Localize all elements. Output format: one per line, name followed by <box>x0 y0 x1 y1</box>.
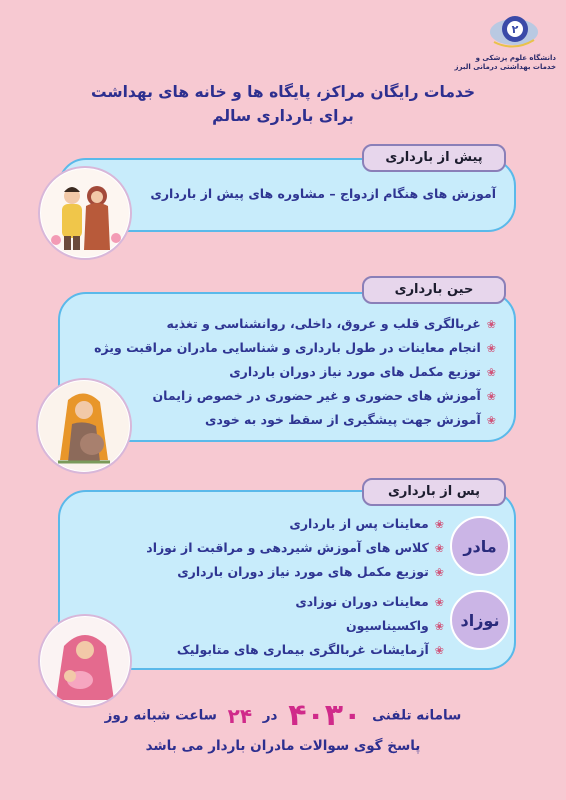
title-line-2: برای بارداری سالم <box>212 107 354 125</box>
hotline-prefix: سامانه تلفنی <box>372 707 462 724</box>
mother-item-text: توزیع مکمل های مورد نیاز دوران بارداری <box>177 564 429 579</box>
hotline-suffix: ساعت شبانه روز <box>104 707 217 724</box>
baby-item-2 <box>346 618 444 633</box>
mother-item-2 <box>146 540 444 555</box>
during-item-text: توزیع مکمل های مورد نیاز دوران بارداری <box>229 364 481 379</box>
mother-item-3 <box>177 564 444 579</box>
pregnant-woman-icon <box>38 380 130 472</box>
during-item-text: آموزش جهت پیشگیری از سقط خود به خودی <box>204 412 481 427</box>
flower-bullet-icon: ❀ <box>434 566 444 579</box>
baby-item-text: واکسیناسیون <box>345 618 429 633</box>
mother-badge: مادر <box>450 516 510 576</box>
flower-bullet-icon: ❀ <box>486 318 496 331</box>
hotline-description: پاسخ گوی سوالات مادران باردار می باشد <box>145 738 421 754</box>
hotline-middle: در <box>262 707 278 724</box>
during-item-3 <box>229 364 496 379</box>
during-item-text: غربالگری قلب و عروق، داخلی، روانشناسی و تغذیه <box>166 316 481 331</box>
during-pregnancy-tab: حین بارداری <box>362 276 506 304</box>
baby-item-1 <box>295 594 444 609</box>
flower-bullet-icon: ❀ <box>434 518 444 531</box>
during-item-text: انجام معاینات در طول بارداری و شناسایی مادران مراقبت ویژه <box>94 340 481 355</box>
flower-bullet-icon: ❀ <box>434 542 444 555</box>
logo-emblem-icon <box>488 12 540 52</box>
during-item-2 <box>94 340 496 355</box>
during-item-1 <box>167 316 497 331</box>
pre-pregnancy-tab: پیش از بارداری <box>362 144 506 172</box>
mother-baby-icon <box>40 616 130 706</box>
pregnant-woman-illustration <box>36 378 132 474</box>
logo-text <box>446 54 556 72</box>
during-item-text: آموزش های حضوری و غیر حضوری در خصوص زایمان <box>152 388 481 403</box>
flower-bullet-icon: ❀ <box>486 342 496 355</box>
pre-pregnancy-text: آموزش های هنگام ازدواج – مشاوره های پیش از بارداری <box>150 186 496 201</box>
mother-baby-illustration <box>38 614 132 708</box>
flower-bullet-icon: ❀ <box>486 366 496 379</box>
mother-item-text: معاینات پس از بارداری <box>289 516 429 531</box>
during-item-4 <box>153 388 496 403</box>
couple-icon <box>40 168 130 258</box>
mother-item-text: کلاس های آموزش شیردهی و مراقبت از نوزاد <box>146 540 429 555</box>
hotline-number: ۴۰۳۰ <box>288 698 362 733</box>
couple-illustration <box>38 166 132 260</box>
flower-bullet-icon: ❀ <box>486 414 496 427</box>
logo-line-1: دانشگاه علوم پزشکی و <box>475 54 556 62</box>
flower-bullet-icon: ❀ <box>486 390 496 403</box>
baby-item-text: آزمایشات غربالگری بیماری های متابولیک <box>176 642 429 657</box>
baby-badge: نوزاد <box>450 590 510 650</box>
mother-item-1 <box>289 516 444 531</box>
page-title <box>40 80 526 128</box>
hotline-line <box>40 698 526 733</box>
baby-item-3 <box>177 642 444 657</box>
baby-item-text: معاینات دوران نوزادی <box>295 594 429 609</box>
logo-line-2: خدمات بهداشتی درمانی البرز <box>454 63 556 71</box>
hotline-hours: ۲۴ <box>227 703 253 728</box>
during-item-5 <box>205 412 496 427</box>
post-pregnancy-tab: پس از بارداری <box>362 478 506 506</box>
title-line-1: خدمات رایگان مراکز، پایگاه ها و خانه های بهداشت <box>90 83 476 101</box>
flower-bullet-icon: ❀ <box>434 596 444 609</box>
svg-text:۲: ۲ <box>511 23 519 36</box>
flower-bullet-icon: ❀ <box>434 644 444 657</box>
flower-bullet-icon: ❀ <box>434 620 444 633</box>
